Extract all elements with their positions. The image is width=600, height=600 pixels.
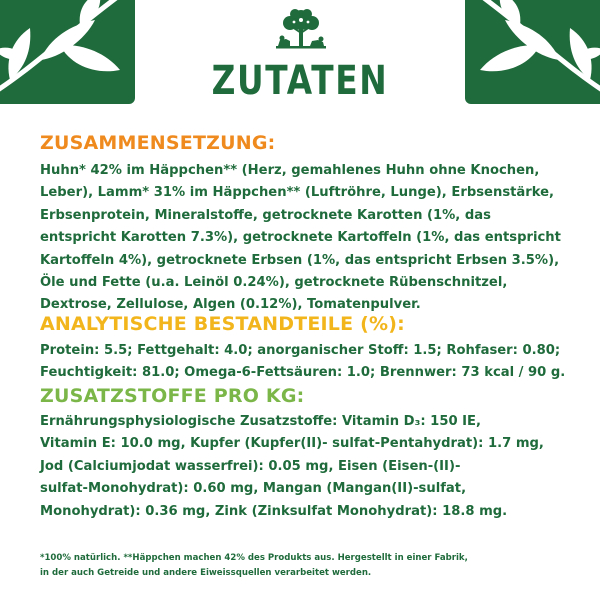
additives-line: Vitamin E: 10.0 mg, Kupfer (Kupfer(II)- sulfat-Pentahydrat): 1.7 mg, <box>40 436 544 452</box>
composition-line: Erbsenprotein, Mineralstoffe, getrocknete Karotten (1%, das <box>40 207 491 223</box>
composition-text <box>40 160 570 317</box>
composition-line: Öle und Fette (u.a. Leinöl 0.24%), getrocknete Rübenschnitzel, <box>40 275 508 291</box>
composition-line: Kartoffeln 4%), getrocknete Erbsen (1%, das entspricht Erbsen 3.5%), <box>40 252 560 268</box>
analytical-line: Protein: 5.5; Fettgehalt: 4.0; anorganischer Stoff: 1.5; Rohfaser: 0.80; <box>40 343 561 358</box>
footnote-line: *100% natürlich. **Häppchen machen 42% des Produkts aus. Hergestellt in einer Fabrik, <box>40 553 468 563</box>
composition-heading: ZUSAMMENSETZUNG: <box>40 132 276 154</box>
additives-line: sulfat-Monohydrat): 0.60 mg, Mangan (Mangan(II)-sulfat, <box>40 481 467 497</box>
composition-line: entspricht Karotten 7.3%), getrocknete Kartoffeln (1%, das entspricht <box>40 230 561 246</box>
header-band <box>0 0 600 110</box>
tree-with-animals-icon <box>270 8 332 56</box>
page-title: ZUTATEN <box>211 58 389 104</box>
additives-line: Ernährungsphysiologische Zusatzstoffe: Vitamin D₃: 150 IE, <box>40 414 482 429</box>
footnote-line: in der auch Getreide und andere Eiweissquellen verarbeitet werden. <box>40 568 372 578</box>
composition-line: Leber), Lamm* 31% im Häppchen** (Luftröhre, Lunge), Erbsenstärke, <box>40 185 555 201</box>
composition-line: Huhn* 42% im Häppchen** (Herz, gemahlenes Huhn ohne Knochen, <box>40 163 540 178</box>
additives-text <box>40 411 570 523</box>
analytical-line: Feuchtigkeit: 81.0; Omega-6-Fettsäuren: 1.0; Brennwer: 73 kcal / 90 g. <box>40 365 566 381</box>
composition-line: Dextrose, Zellulose, Algen (0.12%), Tomatenpulver. <box>40 297 421 313</box>
additives-heading: ZUSATZSTOFFE PRO KG: <box>40 385 305 407</box>
additives-line: Jod (Calciumjodat wasserfrei): 0.05 mg, Eisen (Eisen-(II)- <box>40 458 461 474</box>
additives-line: Monohydrat): 0.36 mg, Zink (Zinksulfat Monohydrat): 18.8 mg. <box>40 503 508 519</box>
footnote <box>40 551 570 581</box>
analytical-text <box>40 340 570 385</box>
analytical-heading: ANALYTISCHE BESTANDTEILE (%): <box>40 313 405 335</box>
